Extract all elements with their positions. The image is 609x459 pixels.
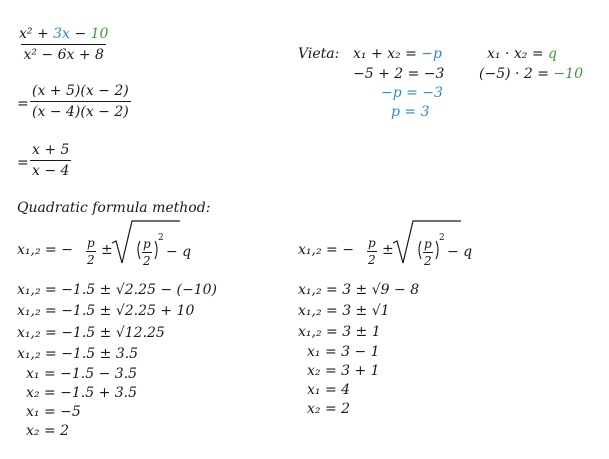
- formula-right-exponent: 2: [439, 233, 445, 243]
- num-term-3x: 3x: [53, 26, 70, 42]
- left-step-3: x₁,₂ = −1.5 ± √12.25: [17, 325, 165, 341]
- num-term-x2: x² +: [19, 26, 54, 42]
- vieta-p-value: p = 3: [391, 104, 430, 120]
- right-step-3: x₁,₂ = 3 ± 1: [298, 324, 381, 340]
- fraction-simplified: [30, 142, 71, 179]
- vieta-sum-equation: x₁ + x₂ = −p: [353, 46, 442, 62]
- fraction-original-numerator: [17, 26, 110, 44]
- formula-left-pm: ±: [101, 242, 113, 258]
- fraction-simplified-denominator: x − 4: [30, 160, 71, 179]
- num-minus: −: [69, 26, 91, 42]
- left-step-6: x₂ = −1.5 + 3.5: [26, 385, 138, 401]
- equals-sign-factored: =: [17, 96, 29, 112]
- method-title: Quadratic formula method:: [17, 200, 211, 216]
- vieta-product-calc: (−5) · 2 = −10: [479, 66, 583, 82]
- right-step-7: x₂ = 2: [307, 401, 351, 417]
- right-step-1: x₁,₂ = 3 ± √9 − 8: [298, 282, 420, 298]
- left-step-2: x₁,₂ = −1.5 ± √2.25 + 10: [17, 303, 195, 319]
- left-step-1: x₁,₂ = −1.5 ± √2.25 − (−10): [17, 282, 218, 298]
- formula-left-minus-q: − q: [166, 244, 192, 260]
- formula-right-pm: ±: [382, 242, 394, 258]
- formula-right-minus-q: − q: [447, 244, 473, 260]
- equals-sign-simplified: =: [17, 155, 29, 171]
- fraction-factored: [30, 83, 131, 120]
- left-step-8: x₂ = 2: [26, 423, 70, 439]
- formula-right-lhs: x₁,₂ = −: [298, 242, 354, 258]
- right-step-5: x₂ = 3 + 1: [307, 363, 380, 379]
- right-step-6: x₁ = 4: [307, 382, 351, 398]
- vieta-sum-calc: −5 + 2 = −3: [353, 66, 445, 82]
- formula-right-p-over-2: $\frac{p}{2}$: [368, 236, 376, 267]
- formula-left-exponent: 2: [158, 233, 164, 243]
- right-step-4: x₁ = 3 − 1: [307, 344, 380, 360]
- right-step-2: x₁,₂ = 3 ± √1: [298, 303, 390, 319]
- formula-left-p-over-2: $\frac{p}{2}$: [87, 236, 95, 267]
- fraction-factored-denominator: (x − 4)(x − 2): [30, 101, 131, 120]
- left-step-4: x₁,₂ = −1.5 ± 3.5: [17, 346, 139, 362]
- left-step-7: x₁ = −5: [26, 404, 81, 420]
- formula-right-inner-frac: $\frac{p}{2}$: [424, 237, 432, 268]
- left-step-5: x₁ = −1.5 − 3.5: [26, 366, 138, 382]
- formula-left-inner-frac: $\frac{p}{2}$: [143, 237, 151, 268]
- vieta-negative-p: −p = −3: [381, 85, 443, 101]
- fraction-original: [17, 26, 110, 63]
- vieta-label: Vieta:: [298, 46, 340, 62]
- fraction-simplified-numerator: x + 5: [32, 142, 70, 158]
- fraction-factored-numerator: (x + 5)(x − 2): [32, 83, 129, 99]
- fraction-original-denominator: x² − 6x + 8: [21, 44, 105, 63]
- vieta-product-equation: x₁ · x₂ = q: [487, 46, 557, 62]
- formula-left-lhs: x₁,₂ = −: [17, 242, 73, 258]
- num-term-10: 10: [90, 26, 109, 42]
